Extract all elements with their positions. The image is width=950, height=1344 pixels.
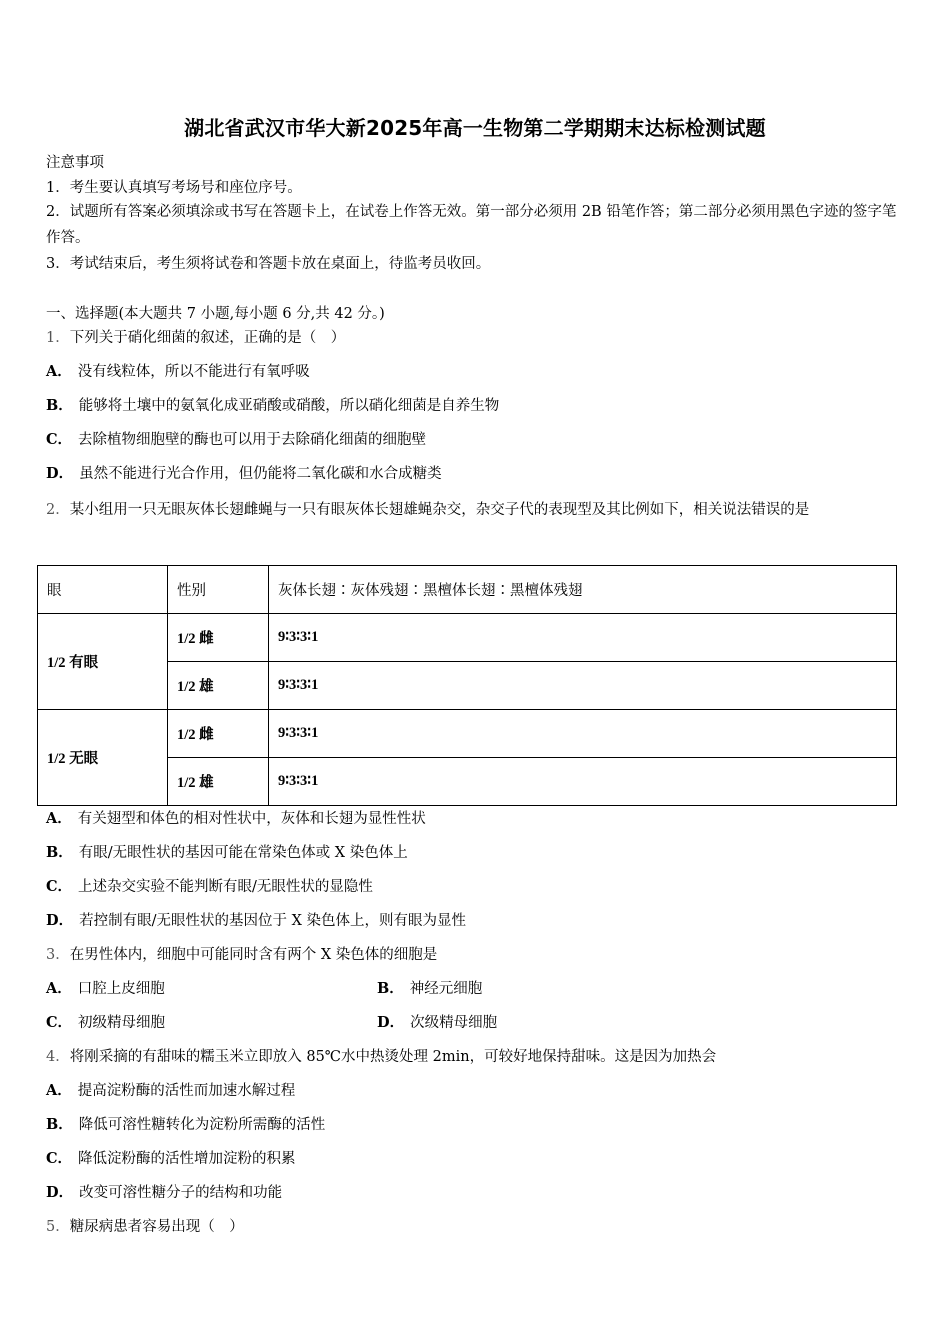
question-5 bbox=[46, 1215, 244, 1236]
group-cell: 1/2 有眼 bbox=[38, 614, 168, 710]
option-label: D． bbox=[46, 1184, 74, 1201]
notice-item-2: 2．试题所有答案必须填涂或书写在答题卡上，在试卷上作答无效。第一部分必须用 2B 铅笔作答；第二部分必须用黑色字迹的签字笔作答。 bbox=[46, 204, 897, 246]
option-label: B． bbox=[46, 1116, 73, 1133]
option-label: B． bbox=[46, 397, 73, 414]
ratio-cell: 9∶3∶3∶1 bbox=[269, 758, 897, 806]
group-cell: 1/2 无眼 bbox=[38, 710, 168, 806]
option-text: 上述杂交实验不能判断有眼/无眼性状的显隐性 bbox=[78, 879, 373, 895]
option-label: B． bbox=[46, 844, 73, 861]
notice-heading: 注意事项 bbox=[46, 155, 104, 171]
q4-option-d bbox=[46, 1181, 282, 1202]
notice-item-3: 3．考试结束后，考生须将试卷和答题卡放在桌面上，待监考员收回。 bbox=[46, 256, 491, 272]
q4-option-b bbox=[46, 1113, 325, 1134]
q1-option-a bbox=[46, 360, 310, 381]
table-header-row bbox=[38, 566, 897, 614]
q4-option-c bbox=[46, 1147, 296, 1168]
question-stem: 糖尿病患者容易出现（ ） bbox=[69, 1219, 244, 1235]
sex-cell: 1/2 雌 bbox=[168, 710, 269, 758]
phenotype-table bbox=[37, 565, 897, 806]
option-label: B． bbox=[377, 980, 404, 997]
q1-option-c bbox=[46, 428, 426, 449]
question-number: 1． bbox=[46, 330, 70, 346]
question-stem: 将刚采摘的有甜味的糯玉米立即放入 85℃水中热烫处理 2min，可较好地保持甜味。这是因为加热会 bbox=[69, 1049, 717, 1065]
question-3 bbox=[46, 943, 437, 964]
option-text: 降低淀粉酶的活性增加淀粉的积累 bbox=[78, 1151, 296, 1167]
question-stem: 下列关于硝化细菌的叙述，正确的是（ ） bbox=[69, 330, 346, 346]
option-text: 神经元细胞 bbox=[409, 981, 483, 997]
option-text: 改变可溶性糖分子的结构和功能 bbox=[79, 1185, 283, 1201]
option-text: 虽然不能进行光合作用，但仍能将二氧化碳和水合成糖类 bbox=[79, 466, 442, 482]
option-label: C． bbox=[46, 878, 73, 895]
option-label: D． bbox=[46, 465, 74, 482]
option-text: 没有线粒体，所以不能进行有氧呼吸 bbox=[77, 364, 310, 380]
option-text: 次级精母细胞 bbox=[410, 1015, 498, 1031]
q2-option-c bbox=[46, 875, 373, 896]
question-number: 5． bbox=[46, 1219, 70, 1235]
option-text: 初级精母细胞 bbox=[78, 1015, 166, 1031]
exam-title: 湖北省武汉市华大新2025年高一生物第二学期期末达标检测试题 bbox=[184, 116, 766, 140]
option-label: A． bbox=[46, 1082, 72, 1099]
sex-cell: 1/2 雄 bbox=[168, 758, 269, 806]
table-header-cell: 灰体长翅∶灰体残翅∶黑檀体长翅∶黑檀体残翅 bbox=[269, 566, 897, 614]
table-header-cell: 性别 bbox=[168, 566, 269, 614]
option-text: 若控制有眼/无眼性状的基因位于 X 染色体上，则有眼为显性 bbox=[79, 913, 467, 929]
question-number: 2． bbox=[46, 502, 70, 518]
q3-option-d bbox=[377, 1011, 497, 1032]
option-label: D． bbox=[46, 912, 74, 929]
sex-cell: 1/2 雄 bbox=[168, 662, 269, 710]
option-text: 降低可溶性糖转化为淀粉所需酶的活性 bbox=[78, 1117, 326, 1133]
q2-option-a bbox=[46, 807, 426, 828]
q2-option-b bbox=[46, 841, 408, 862]
q2-option-d bbox=[46, 909, 466, 930]
section-heading: 一、选择题(本大题共 7 小题,每小题 6 分,共 42 分。) bbox=[46, 306, 385, 322]
option-label: A． bbox=[46, 980, 72, 997]
q3-option-c bbox=[46, 1011, 165, 1032]
table-row bbox=[38, 614, 897, 662]
option-label: D． bbox=[377, 1014, 405, 1031]
question-number: 3． bbox=[46, 947, 70, 963]
table-header-cell: 眼 bbox=[38, 566, 168, 614]
q3-option-a bbox=[46, 977, 165, 998]
ratio-cell: 9∶3∶3∶1 bbox=[269, 710, 897, 758]
table-row bbox=[38, 710, 897, 758]
ratio-cell: 9∶3∶3∶1 bbox=[269, 662, 897, 710]
option-label: A． bbox=[46, 810, 72, 827]
question-stem: 某小组用一只无眼灰体长翅雌蝇与一只有眼灰体长翅雄蝇杂交，杂交子代的表现型及其比例如下，相关说法错误的是 bbox=[69, 502, 810, 518]
option-text: 去除植物细胞壁的酶也可以用于去除硝化细菌的细胞壁 bbox=[78, 432, 427, 448]
q3-option-b bbox=[377, 977, 482, 998]
question-number: 4． bbox=[46, 1049, 70, 1065]
option-label: A． bbox=[46, 363, 72, 380]
question-stem: 在男性体内，细胞中可能同时含有两个 X 染色体的细胞是 bbox=[69, 947, 438, 963]
question-2 bbox=[46, 494, 904, 527]
sex-cell: 1/2 雌 bbox=[168, 614, 269, 662]
q4-option-a bbox=[46, 1079, 295, 1100]
option-text: 有关翅型和体色的相对性状中，灰体和长翅为显性性状 bbox=[77, 811, 426, 827]
ratio-cell: 9∶3∶3∶1 bbox=[269, 614, 897, 662]
option-text: 能够将土壤中的氨氧化成亚硝酸或硝酸，所以硝化细菌是自养生物 bbox=[78, 398, 500, 414]
question-4 bbox=[46, 1045, 716, 1066]
q1-option-b bbox=[46, 394, 499, 415]
option-text: 口腔上皮细胞 bbox=[77, 981, 165, 997]
option-text: 提高淀粉酶的活性而加速水解过程 bbox=[77, 1083, 296, 1099]
option-label: C． bbox=[46, 1014, 73, 1031]
option-label: C． bbox=[46, 431, 73, 448]
option-text: 有眼/无眼性状的基因可能在常染色体或 X 染色体上 bbox=[78, 845, 408, 861]
question-1 bbox=[46, 326, 345, 347]
option-label: C． bbox=[46, 1150, 73, 1167]
q1-option-d bbox=[46, 462, 442, 483]
notice-item-1: 1．考生要认真填写考场号和座位序号。 bbox=[46, 180, 302, 196]
